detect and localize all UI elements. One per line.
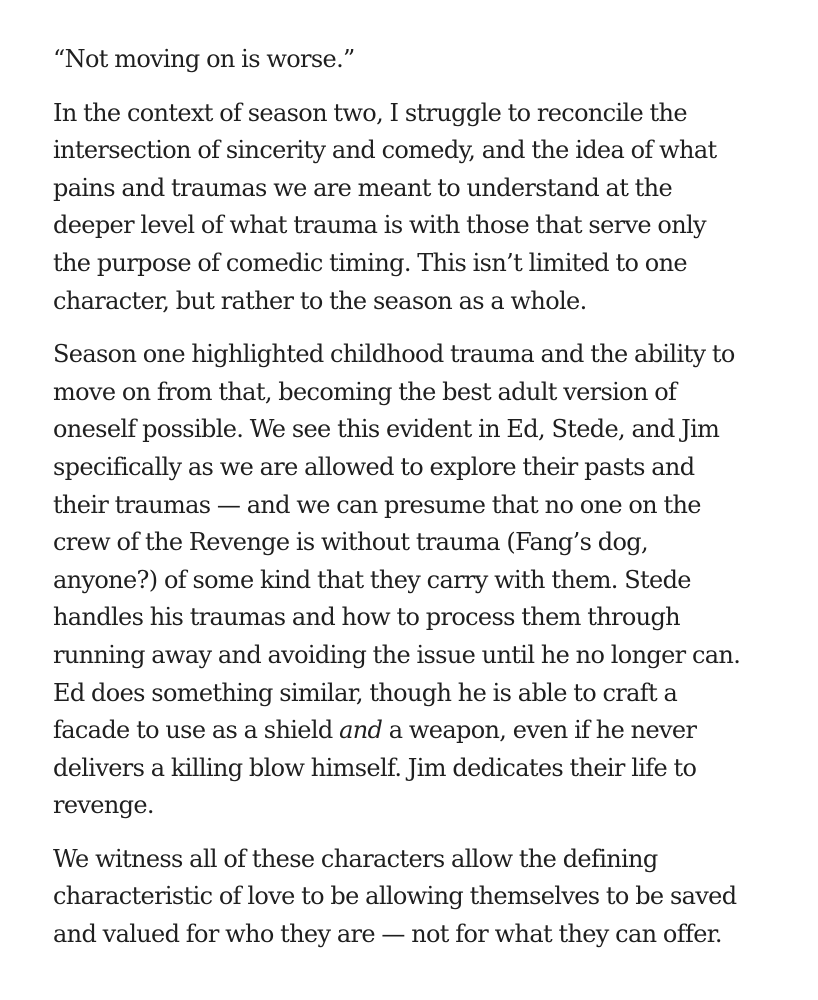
text-line: Ed does something similar, though he is able to craft a: [53, 678, 678, 707]
text-line: characteristic of love to be allowing themselves to be saved: [53, 882, 737, 911]
text-line: We witness all of these characters allow the defining: [53, 844, 658, 873]
article-body: [53, 41, 809, 954]
text-segment: a weapon, even if he never: [382, 716, 697, 745]
text-line-with-emphasis: [53, 712, 809, 750]
paragraph-season-one: [53, 336, 809, 825]
emphasized-word: and: [339, 716, 383, 745]
text-line: their traumas — and we can presume that no one on the: [53, 490, 701, 519]
text-line: running away and avoiding the issue until he no longer can.: [53, 640, 741, 669]
opening-quote: [53, 41, 809, 79]
text-line: Season one highlighted childhood trauma and the ability to: [53, 340, 735, 369]
quote-text: “Not moving on is worse.”: [53, 45, 355, 73]
text-line: handles his traumas and how to process them through: [53, 603, 680, 632]
paragraph-season-two: [53, 95, 809, 321]
text-line: anyone?) of some kind that they carry with them. Stede: [53, 565, 691, 594]
text-line: revenge.: [53, 791, 154, 820]
text-line: deeper level of what trauma is with those that serve only: [53, 211, 706, 240]
text-line: crew of the Revenge is without trauma (Fang’s dog,: [53, 528, 648, 557]
text-line: In the context of season two, I struggle to reconcile the: [53, 98, 687, 127]
text-line: delivers a killing blow himself. Jim dedicates their life to: [53, 753, 697, 782]
text-line: the purpose of comedic timing. This isn’t limited to one: [53, 248, 687, 277]
text-line: character, but rather to the season as a whole.: [53, 286, 587, 315]
text-line: pains and traumas we are meant to understand at the: [53, 173, 673, 202]
text-line: and valued for who they are — not for what they can offer.: [53, 920, 722, 949]
text-line: intersection of sincerity and comedy, and the idea of what: [53, 136, 717, 165]
text-segment: facade to use as a shield: [53, 716, 340, 745]
text-line: specifically as we are allowed to explore their pasts and: [53, 452, 695, 481]
paragraph-love-definition: [53, 841, 809, 954]
text-line: move on from that, becoming the best adult version of: [53, 377, 677, 406]
text-line: oneself possible. We see this evident in Ed, Stede, and Jim: [53, 415, 720, 444]
